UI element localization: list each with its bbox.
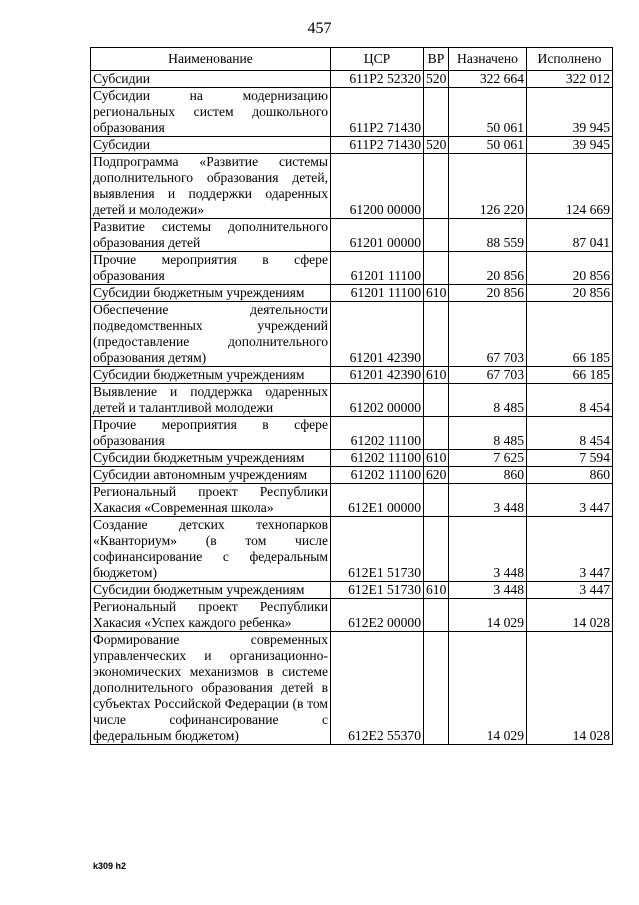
cell-vr bbox=[424, 632, 449, 745]
cell-planned: 8 485 bbox=[449, 384, 527, 417]
cell-name: Прочие мероприятия в сфере образования bbox=[91, 417, 331, 450]
cell-name: Субсидии bbox=[91, 137, 331, 154]
table-row bbox=[91, 367, 613, 384]
cell-csr: 61201 00000 bbox=[331, 219, 424, 252]
cell-executed: 8 454 bbox=[527, 384, 613, 417]
cell-planned: 50 061 bbox=[449, 137, 527, 154]
header-csr: ЦСР bbox=[331, 48, 424, 71]
cell-vr: 610 bbox=[424, 582, 449, 599]
cell-name: Субсидии на модернизацию региональных систем дошкольного образования bbox=[91, 88, 331, 137]
cell-planned: 50 061 bbox=[449, 88, 527, 137]
cell-csr: 61202 11100 bbox=[331, 450, 424, 467]
cell-name: Региональный проект Республики Хакасия «Успех каждого ребенка» bbox=[91, 599, 331, 632]
table-row bbox=[91, 384, 613, 417]
cell-vr: 610 bbox=[424, 367, 449, 384]
cell-planned: 3 448 bbox=[449, 484, 527, 517]
cell-planned: 8 485 bbox=[449, 417, 527, 450]
table-header-row bbox=[91, 48, 613, 71]
cell-executed: 3 447 bbox=[527, 517, 613, 582]
table-row bbox=[91, 599, 613, 632]
table-row bbox=[91, 137, 613, 154]
cell-vr bbox=[424, 517, 449, 582]
cell-name: Прочие мероприятия в сфере образования bbox=[91, 252, 331, 285]
cell-planned: 3 448 bbox=[449, 582, 527, 599]
cell-vr bbox=[424, 384, 449, 417]
cell-executed: 39 945 bbox=[527, 137, 613, 154]
cell-csr: 612E2 00000 bbox=[331, 599, 424, 632]
cell-executed: 20 856 bbox=[527, 252, 613, 285]
cell-executed: 8 454 bbox=[527, 417, 613, 450]
cell-planned: 14 029 bbox=[449, 632, 527, 745]
cell-vr: 520 bbox=[424, 71, 449, 88]
table-row bbox=[91, 632, 613, 745]
table-row bbox=[91, 517, 613, 582]
cell-executed: 87 041 bbox=[527, 219, 613, 252]
cell-vr: 610 bbox=[424, 285, 449, 302]
cell-csr: 612E1 51730 bbox=[331, 517, 424, 582]
cell-vr: 620 bbox=[424, 467, 449, 484]
table-row bbox=[91, 484, 613, 517]
cell-vr bbox=[424, 302, 449, 367]
cell-csr: 611P2 71430 bbox=[331, 137, 424, 154]
cell-name: Создание детских технопарков «Кванториум» (в том числе софинансирование с федеральным бюджетом) bbox=[91, 517, 331, 582]
table-row bbox=[91, 302, 613, 367]
cell-name: Формирование современных управленческих и организационно-экономических механизмов в системе дополнительного образования детей в субъектах Российской Федерации (в том числе софинансирование с федеральным бюджетом) bbox=[91, 632, 331, 745]
cell-planned: 67 703 bbox=[449, 367, 527, 384]
cell-csr: 611P2 71430 bbox=[331, 88, 424, 137]
cell-planned: 7 625 bbox=[449, 450, 527, 467]
header-vr: ВР bbox=[424, 48, 449, 71]
table-row bbox=[91, 252, 613, 285]
table-row bbox=[91, 417, 613, 450]
cell-vr bbox=[424, 252, 449, 285]
cell-planned: 67 703 bbox=[449, 302, 527, 367]
cell-name: Субсидии бюджетным учреждениям bbox=[91, 450, 331, 467]
cell-csr: 61202 11100 bbox=[331, 417, 424, 450]
table-row bbox=[91, 467, 613, 484]
cell-planned: 126 220 bbox=[449, 154, 527, 219]
cell-vr bbox=[424, 154, 449, 219]
cell-csr: 612E1 51730 bbox=[331, 582, 424, 599]
cell-vr bbox=[424, 88, 449, 137]
cell-csr: 611P2 52320 bbox=[331, 71, 424, 88]
table-row bbox=[91, 71, 613, 88]
cell-csr: 612E2 55370 bbox=[331, 632, 424, 745]
cell-executed: 14 028 bbox=[527, 599, 613, 632]
cell-csr: 61202 11100 bbox=[331, 467, 424, 484]
cell-name: Субсидии бюджетным учреждениям bbox=[91, 367, 331, 384]
cell-planned: 3 448 bbox=[449, 517, 527, 582]
cell-executed: 860 bbox=[527, 467, 613, 484]
header-planned: Назначено bbox=[449, 48, 527, 71]
cell-name: Развитие системы дополнительного образования детей bbox=[91, 219, 331, 252]
footer-code: k309 h2 bbox=[93, 861, 127, 871]
cell-planned: 88 559 bbox=[449, 219, 527, 252]
cell-vr: 520 bbox=[424, 137, 449, 154]
table-body bbox=[91, 71, 613, 745]
cell-csr: 61201 42390 bbox=[331, 302, 424, 367]
cell-name: Региональный проект Республики Хакасия «Современная школа» bbox=[91, 484, 331, 517]
cell-planned: 20 856 bbox=[449, 252, 527, 285]
cell-csr: 61201 11100 bbox=[331, 252, 424, 285]
cell-planned: 322 664 bbox=[449, 71, 527, 88]
cell-vr bbox=[424, 219, 449, 252]
table-row bbox=[91, 154, 613, 219]
cell-planned: 20 856 bbox=[449, 285, 527, 302]
cell-name: Субсидии бюджетным учреждениям bbox=[91, 582, 331, 599]
cell-executed: 66 185 bbox=[527, 302, 613, 367]
cell-executed: 7 594 bbox=[527, 450, 613, 467]
cell-executed: 124 669 bbox=[527, 154, 613, 219]
cell-csr: 61202 00000 bbox=[331, 384, 424, 417]
cell-executed: 3 447 bbox=[527, 484, 613, 517]
cell-vr bbox=[424, 484, 449, 517]
header-name: Наименование bbox=[91, 48, 331, 71]
cell-name: Обеспечение деятельности подведомственных учреждений (предоставление дополнительного образования детям) bbox=[91, 302, 331, 367]
cell-executed: 322 012 bbox=[527, 71, 613, 88]
cell-csr: 61201 11100 bbox=[331, 285, 424, 302]
cell-vr bbox=[424, 417, 449, 450]
cell-executed: 66 185 bbox=[527, 367, 613, 384]
cell-vr bbox=[424, 599, 449, 632]
table-row bbox=[91, 582, 613, 599]
cell-csr: 612E1 00000 bbox=[331, 484, 424, 517]
table-row bbox=[91, 219, 613, 252]
cell-executed: 20 856 bbox=[527, 285, 613, 302]
cell-name: Выявление и поддержка одаренных детей и талантливой молодежи bbox=[91, 384, 331, 417]
cell-name: Субсидии bbox=[91, 71, 331, 88]
table-row bbox=[91, 88, 613, 137]
cell-vr: 610 bbox=[424, 450, 449, 467]
cell-executed: 14 028 bbox=[527, 632, 613, 745]
cell-name: Субсидии бюджетным учреждениям bbox=[91, 285, 331, 302]
cell-csr: 61201 42390 bbox=[331, 367, 424, 384]
table-row bbox=[91, 285, 613, 302]
cell-name: Подпрограмма «Развитие системы дополнительного образования детей, выявления и поддержки одаренных детей и молодежи» bbox=[91, 154, 331, 219]
table-row bbox=[91, 450, 613, 467]
page-number: 457 bbox=[307, 20, 332, 37]
cell-name: Субсидии автономным учреждениям bbox=[91, 467, 331, 484]
cell-planned: 14 029 bbox=[449, 599, 527, 632]
header-executed: Исполнено bbox=[527, 48, 613, 71]
cell-csr: 61200 00000 bbox=[331, 154, 424, 219]
cell-executed: 3 447 bbox=[527, 582, 613, 599]
budget-table bbox=[90, 47, 613, 745]
cell-executed: 39 945 bbox=[527, 88, 613, 137]
cell-planned: 860 bbox=[449, 467, 527, 484]
